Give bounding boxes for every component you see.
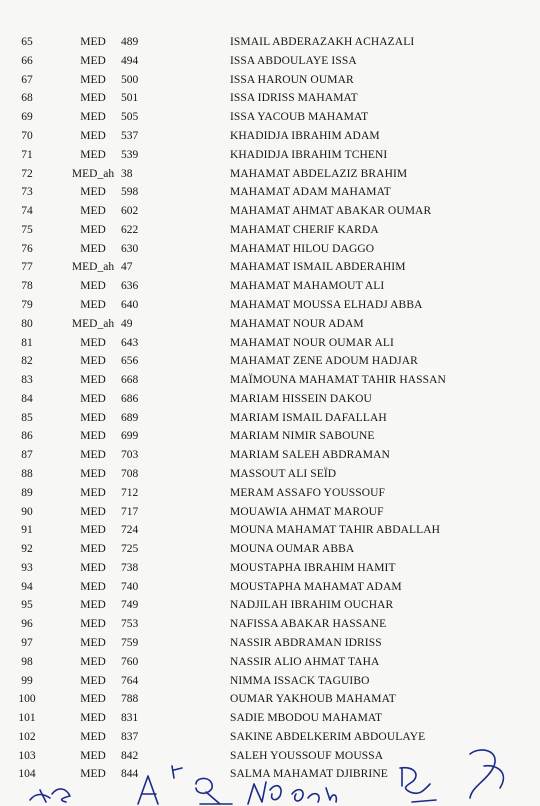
student-name: MAHAMAT ZENE ADOUM HADJAR xyxy=(230,355,418,368)
table-row xyxy=(0,108,540,126)
program-code: MED xyxy=(80,580,106,593)
row-number: 92 xyxy=(21,543,33,556)
student-id: 759 xyxy=(121,637,139,649)
table-row xyxy=(0,521,540,539)
student-name: MERAM ASSAFO YOUSSOUF xyxy=(230,486,386,499)
student-id: 725 xyxy=(121,543,139,556)
table-row xyxy=(0,672,540,690)
table-row xyxy=(0,634,540,652)
student-name: KHADIDJA IBRAHIM TCHENI xyxy=(230,148,388,161)
student-id: 47 xyxy=(121,261,133,274)
table-row xyxy=(0,503,540,521)
row-number: 99 xyxy=(21,674,33,687)
program-code: MED xyxy=(80,637,106,649)
table-row xyxy=(0,427,540,445)
row-number: 96 xyxy=(21,618,33,631)
program-code: MED xyxy=(80,712,106,725)
row-number: 102 xyxy=(18,730,36,743)
table-row xyxy=(0,371,540,389)
table-row xyxy=(0,653,540,671)
student-id: 501 xyxy=(121,92,139,105)
program-code: MED xyxy=(80,242,106,255)
student-id: 668 xyxy=(121,374,139,386)
program-code: MED xyxy=(80,374,106,386)
student-name: MOUSTAPHA MAHAMAT ADAM xyxy=(230,580,402,593)
row-number: 93 xyxy=(21,561,33,574)
row-number: 89 xyxy=(21,486,33,499)
table-row xyxy=(0,578,540,596)
student-id: 724 xyxy=(121,524,139,537)
row-number: 71 xyxy=(21,148,33,161)
student-name: MAHAMAT ADAM MAHAMAT xyxy=(230,186,391,199)
student-id: 689 xyxy=(121,411,139,424)
program-code: MED xyxy=(80,599,106,612)
student-name: MAHAMAT AHMAT ABAKAR OUMAR xyxy=(230,205,432,217)
row-number: 87 xyxy=(21,449,33,462)
student-id: 699 xyxy=(121,430,139,443)
student-id: 717 xyxy=(121,505,139,518)
program-code: MED xyxy=(80,467,106,480)
student-name: MARIAM ISMAIL DAFALLAH xyxy=(230,411,387,424)
table-row xyxy=(0,596,540,614)
student-name: MOUNA OUMAR ABBA xyxy=(230,543,355,556)
table-row xyxy=(0,52,540,70)
table-row xyxy=(0,334,540,352)
row-number: 91 xyxy=(21,524,33,537)
program-code: MED xyxy=(80,730,106,743)
student-name: MAHAMAT MOUSSA ELHADJ ABBA xyxy=(230,298,423,311)
student-name: SADIE MBODOU MAHAMAT xyxy=(230,712,383,725)
student-id: 844 xyxy=(121,768,139,781)
student-name: MOUAWIA AHMAT MAROUF xyxy=(230,505,384,518)
student-id: 760 xyxy=(121,655,139,668)
row-number: 103 xyxy=(18,749,36,762)
student-id: 753 xyxy=(121,618,139,631)
row-number: 80 xyxy=(21,317,33,330)
program-code: MED xyxy=(80,449,106,462)
student-name: SALEH YOUSSOUF MOUSSA xyxy=(230,749,384,762)
row-number: 95 xyxy=(21,599,33,612)
student-name: MARIAM SALEH ABDRAMAN xyxy=(230,449,390,462)
program-code: MED_ah xyxy=(71,317,115,330)
row-number: 77 xyxy=(21,261,33,274)
student-name: NAFISSA ABAKAR HASSANE xyxy=(230,618,387,631)
student-name: MAHAMAT ABDELAZIZ BRAHIM xyxy=(230,167,408,180)
student-id: 686 xyxy=(121,392,139,405)
program-code: MED xyxy=(80,618,106,631)
student-name: NIMMA ISSACK TAGUIBO xyxy=(230,674,370,687)
row-number: 65 xyxy=(21,36,33,48)
row-number: 90 xyxy=(21,505,33,518)
row-number: 81 xyxy=(21,336,33,349)
program-code: MED xyxy=(80,73,106,86)
row-number: 70 xyxy=(21,129,33,142)
program-code: MED xyxy=(80,674,106,687)
program-code: MED xyxy=(80,693,106,706)
student-id: 708 xyxy=(121,467,139,480)
student-id: 489 xyxy=(121,36,139,48)
table-row xyxy=(0,202,540,220)
student-name: MAHAMAT MAHAMOUT ALI xyxy=(230,280,385,293)
row-number: 67 xyxy=(21,73,33,86)
program-code: MED xyxy=(80,749,106,762)
table-row xyxy=(0,446,540,464)
table-row xyxy=(0,165,540,183)
table-row xyxy=(0,258,540,276)
student-id: 598 xyxy=(121,186,139,199)
table-row xyxy=(0,277,540,295)
student-name: KHADIDJA IBRAHIM ADAM xyxy=(230,129,380,142)
table-row xyxy=(0,465,540,483)
student-id: 636 xyxy=(121,280,139,293)
program-code: MED xyxy=(80,54,106,67)
program-code: MED_ah xyxy=(71,261,115,274)
program-code: MED xyxy=(80,36,106,48)
program-code: MED xyxy=(80,336,106,349)
student-id: 49 xyxy=(121,317,133,330)
row-number: 101 xyxy=(18,712,36,725)
program-code: MED xyxy=(80,186,106,199)
row-number: 79 xyxy=(21,298,33,311)
row-number: 75 xyxy=(21,223,33,236)
row-number: 68 xyxy=(21,92,33,105)
student-name: MOUNA MAHAMAT TAHIR ABDALLAH xyxy=(230,524,441,537)
student-name: MARIAM HISSEIN DAKOU xyxy=(230,392,372,405)
student-name: MASSOUT ALI SEÏD xyxy=(230,467,337,480)
table-row xyxy=(0,183,540,201)
student-name: ISSA IDRISS MAHAMAT xyxy=(230,92,358,105)
table-row xyxy=(0,33,540,51)
program-code: MED xyxy=(80,298,106,311)
row-number: 82 xyxy=(21,355,33,368)
program-code: MED xyxy=(80,111,106,124)
row-number: 84 xyxy=(21,392,33,405)
row-number: 74 xyxy=(21,205,33,217)
table-row xyxy=(0,315,540,333)
program-code: MED xyxy=(80,543,106,556)
table-row xyxy=(0,221,540,239)
row-number: 97 xyxy=(21,637,33,649)
table-row xyxy=(0,71,540,89)
table-row xyxy=(0,615,540,633)
student-name: MAHAMAT ISMAIL ABDERAHIM xyxy=(230,261,406,274)
student-name: ISSA HAROUN OUMAR xyxy=(230,73,354,86)
table-row xyxy=(0,390,540,408)
program-code: MED xyxy=(80,280,106,293)
row-number: 88 xyxy=(21,467,33,480)
student-id: 842 xyxy=(121,749,139,762)
row-number: 66 xyxy=(21,54,33,67)
student-name: NASSIR ALIO AHMAT TAHA xyxy=(230,655,380,668)
student-id: 831 xyxy=(121,712,139,725)
row-number: 85 xyxy=(21,411,33,424)
student-id: 788 xyxy=(121,693,139,706)
program-code: MED xyxy=(80,129,106,142)
student-name: ISSA ABDOULAYE ISSA xyxy=(230,54,357,67)
table-row xyxy=(0,240,540,258)
row-number: 76 xyxy=(21,242,33,255)
student-name: MAÏMOUNA MAHAMAT TAHIR HASSAN xyxy=(230,374,446,386)
student-name: MAHAMAT NOUR OUMAR ALI xyxy=(230,336,394,349)
student-id: 656 xyxy=(121,355,139,368)
program-code: MED xyxy=(80,655,106,668)
row-number: 78 xyxy=(21,280,33,293)
student-name: MAHAMAT NOUR ADAM xyxy=(230,317,364,330)
program-code: MED xyxy=(80,223,106,236)
table-row xyxy=(0,409,540,427)
student-name: MAHAMAT HILOU DAGGO xyxy=(230,242,375,255)
student-name: ISMAIL ABDERAZAKH ACHAZALI xyxy=(230,36,415,48)
row-number: 72 xyxy=(21,167,33,180)
student-name: OUMAR YAKHOUB MAHAMAT xyxy=(230,693,396,706)
student-id: 712 xyxy=(121,486,139,499)
table-row xyxy=(0,127,540,145)
program-code: MED_ah xyxy=(71,167,115,180)
program-code: MED xyxy=(80,148,106,161)
row-number: 86 xyxy=(21,430,33,443)
student-id: 602 xyxy=(121,205,139,217)
student-id: 643 xyxy=(121,336,139,349)
table-row xyxy=(0,296,540,314)
program-code: MED xyxy=(80,524,106,537)
table-row xyxy=(0,728,540,746)
program-code: MED xyxy=(80,768,106,781)
row-number: 98 xyxy=(21,655,33,668)
row-number: 100 xyxy=(18,693,36,706)
student-id: 738 xyxy=(121,561,139,574)
student-id: 640 xyxy=(121,298,139,311)
student-id: 500 xyxy=(121,73,139,86)
row-number: 104 xyxy=(18,768,36,781)
student-name: MARIAM NIMIR SABOUNE xyxy=(230,430,375,443)
table-row xyxy=(0,352,540,370)
student-id: 630 xyxy=(121,242,139,255)
program-code: MED xyxy=(80,505,106,518)
program-code: MED xyxy=(80,355,106,368)
student-id: 703 xyxy=(121,449,139,462)
student-id: 38 xyxy=(121,167,133,180)
row-number: 94 xyxy=(21,580,33,593)
table-row xyxy=(0,559,540,577)
table-row xyxy=(0,146,540,164)
table-row xyxy=(0,484,540,502)
table-row xyxy=(0,709,540,727)
table-row xyxy=(0,690,540,708)
table-row xyxy=(0,765,540,783)
program-code: MED xyxy=(80,92,106,105)
row-number: 69 xyxy=(21,111,33,124)
student-name: MAHAMAT CHERIF KARDA xyxy=(230,223,379,236)
student-name: SALMA MAHAMAT DJIBRINE xyxy=(230,768,388,781)
student-id: 749 xyxy=(121,599,139,612)
student-id: 764 xyxy=(121,674,139,687)
program-code: MED xyxy=(80,430,106,443)
program-code: MED xyxy=(80,561,106,574)
student-name: MOUSTAPHA IBRAHIM HAMIT xyxy=(230,561,396,574)
table-row xyxy=(0,747,540,765)
student-id: 837 xyxy=(121,730,139,743)
program-code: MED xyxy=(80,411,106,424)
student-name: ISSA YACOUB MAHAMAT xyxy=(230,111,369,124)
table-row xyxy=(0,89,540,107)
row-number: 73 xyxy=(21,186,33,199)
student-name: SAKINE ABDELKERIM ABDOULAYE xyxy=(230,730,426,743)
row-number: 83 xyxy=(21,374,33,386)
student-id: 537 xyxy=(121,129,139,142)
table-row xyxy=(0,540,540,558)
program-code: MED xyxy=(80,486,106,499)
student-id: 494 xyxy=(121,54,139,67)
program-code: MED xyxy=(80,205,106,217)
student-id: 622 xyxy=(121,223,139,236)
student-id: 505 xyxy=(121,111,139,124)
student-id: 740 xyxy=(121,580,139,593)
program-code: MED xyxy=(80,392,106,405)
student-name: NADJILAH IBRAHIM OUCHAR xyxy=(230,599,394,612)
student-name: NASSIR ABDRAMAN IDRISS xyxy=(230,637,382,649)
student-id: 539 xyxy=(121,148,139,161)
